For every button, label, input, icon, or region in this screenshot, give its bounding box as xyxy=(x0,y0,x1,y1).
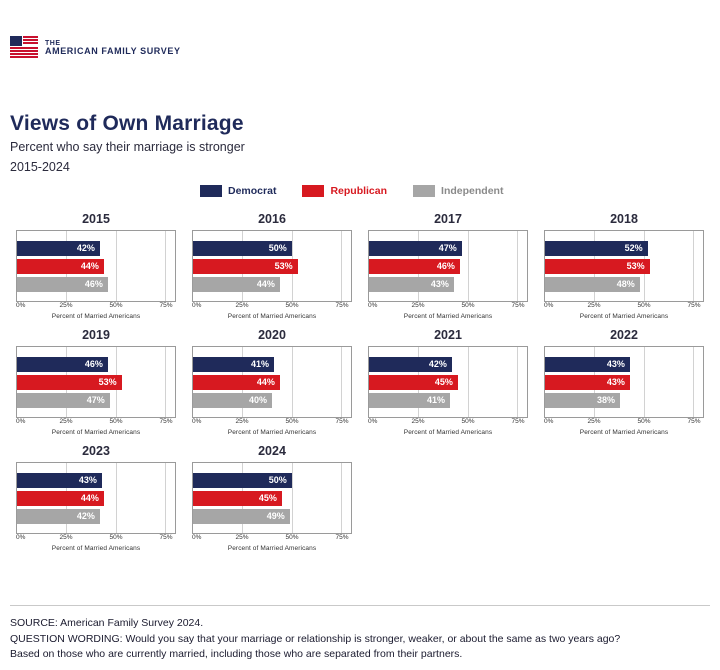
plot-area xyxy=(192,462,352,534)
bar-value-label: 50% xyxy=(268,475,287,485)
panel-title: 2019 xyxy=(82,328,110,342)
axis-tick: 75% xyxy=(335,534,349,541)
legend-item-democrat xyxy=(200,185,276,197)
axis-tick: 50% xyxy=(109,534,123,541)
footer-source: SOURCE: American Family Survey 2024. xyxy=(10,617,204,630)
axis-tick: 0% xyxy=(16,418,26,425)
bar-value-label: 49% xyxy=(266,511,285,521)
bar-independent xyxy=(369,393,450,408)
bar-value-label: 46% xyxy=(84,359,103,369)
plot-area xyxy=(192,346,352,418)
panel-title: 2024 xyxy=(258,444,286,458)
bar-independent xyxy=(17,509,100,524)
axis-tick: 75% xyxy=(159,534,173,541)
axis-tick: 75% xyxy=(511,418,525,425)
x-axis xyxy=(16,418,176,428)
axis-tick: 50% xyxy=(461,418,475,425)
x-axis-label: Percent of Married Americans xyxy=(227,429,317,436)
panel-row xyxy=(8,328,712,444)
bar-democrat xyxy=(369,241,462,256)
axis-tick: 75% xyxy=(335,418,349,425)
footer-notes xyxy=(10,616,710,662)
plot-area xyxy=(192,230,352,302)
axis-tick: 0% xyxy=(192,534,202,541)
bar-value-label: 48% xyxy=(616,279,635,289)
x-axis-label: Percent of Married Americans xyxy=(403,313,493,320)
axis-tick: 25% xyxy=(235,302,249,309)
axis-tick: 0% xyxy=(16,302,26,309)
plot-area xyxy=(368,230,528,302)
bar-independent xyxy=(17,393,110,408)
axis-tick: 75% xyxy=(687,302,701,309)
bar-value-label: 53% xyxy=(274,261,293,271)
chart-panel-2019 xyxy=(8,328,184,436)
bar-republican xyxy=(193,491,282,506)
brand-the: THE xyxy=(45,39,61,47)
panel-title: 2015 xyxy=(82,212,110,226)
plot-area xyxy=(368,346,528,418)
axis-tick: 0% xyxy=(544,302,554,309)
x-axis xyxy=(544,418,704,428)
x-axis-label: Percent of Married Americans xyxy=(51,429,141,436)
axis-tick: 25% xyxy=(411,302,425,309)
bar-group xyxy=(369,347,527,417)
bar-value-label: 43% xyxy=(78,475,97,485)
panel-title: 2023 xyxy=(82,444,110,458)
bar-value-label: 44% xyxy=(80,493,99,503)
panel-title: 2017 xyxy=(434,212,462,226)
bar-value-label: 45% xyxy=(434,377,453,387)
bar-independent xyxy=(193,277,280,292)
plot-area xyxy=(16,230,176,302)
bar-independent xyxy=(545,277,640,292)
bar-democrat xyxy=(17,357,108,372)
plot-area xyxy=(16,462,176,534)
legend-label: Republican xyxy=(330,185,388,197)
axis-tick: 25% xyxy=(59,302,73,309)
bar-group xyxy=(17,231,175,301)
bar-value-label: 42% xyxy=(428,359,447,369)
bar-group xyxy=(17,463,175,533)
x-axis-label: Percent of Married Americans xyxy=(51,313,141,320)
axis-tick: 50% xyxy=(637,418,651,425)
bar-independent xyxy=(545,393,620,408)
legend-label: Independent xyxy=(441,185,504,197)
bar-value-label: 50% xyxy=(268,243,287,253)
bar-value-label: 53% xyxy=(626,261,645,271)
bar-republican xyxy=(545,375,630,390)
bar-value-label: 46% xyxy=(84,279,103,289)
bar-republican xyxy=(193,259,298,274)
bar-value-label: 44% xyxy=(80,261,99,271)
x-axis-label: Percent of Married Americans xyxy=(403,429,493,436)
x-axis-label: Percent of Married Americans xyxy=(227,545,317,552)
axis-tick: 0% xyxy=(16,534,26,541)
bar-democrat xyxy=(193,357,274,372)
x-axis-label: Percent of Married Americans xyxy=(579,313,669,320)
bar-democrat xyxy=(545,357,630,372)
axis-tick: 25% xyxy=(587,302,601,309)
plot-area xyxy=(16,346,176,418)
bar-group xyxy=(369,231,527,301)
panel-row xyxy=(8,444,712,560)
axis-tick: 0% xyxy=(192,418,202,425)
bar-republican xyxy=(17,375,122,390)
bar-republican xyxy=(369,375,458,390)
chart-panel-2015 xyxy=(8,212,184,320)
bar-republican xyxy=(193,375,280,390)
bar-group xyxy=(193,231,351,301)
axis-tick: 75% xyxy=(511,302,525,309)
x-axis xyxy=(192,418,352,428)
bar-republican xyxy=(17,491,104,506)
axis-tick: 0% xyxy=(192,302,202,309)
panel-title: 2022 xyxy=(610,328,638,342)
bar-independent xyxy=(193,509,290,524)
page-title: Views of Own Marriage xyxy=(10,112,244,135)
footer-divider xyxy=(10,605,710,606)
chart-panel-2016 xyxy=(184,212,360,320)
axis-tick: 75% xyxy=(335,302,349,309)
chart-legend xyxy=(200,185,503,197)
bar-value-label: 52% xyxy=(624,243,643,253)
panel-row xyxy=(8,212,712,328)
x-axis xyxy=(368,302,528,312)
bar-value-label: 43% xyxy=(606,377,625,387)
chart-panel-2022 xyxy=(536,328,712,436)
panel-title: 2018 xyxy=(610,212,638,226)
legend-item-republican xyxy=(302,185,387,197)
bar-group xyxy=(193,463,351,533)
chart-panel-2017 xyxy=(360,212,536,320)
bar-value-label: 40% xyxy=(248,395,267,405)
bar-value-label: 43% xyxy=(430,279,449,289)
bar-value-label: 44% xyxy=(256,279,275,289)
bar-value-label: 38% xyxy=(597,395,616,405)
axis-tick: 50% xyxy=(285,534,299,541)
bar-group xyxy=(17,347,175,417)
bar-value-label: 46% xyxy=(436,261,455,271)
chart-panel-2023 xyxy=(8,444,184,552)
panel-title: 2020 xyxy=(258,328,286,342)
bar-republican xyxy=(545,259,650,274)
axis-tick: 25% xyxy=(235,534,249,541)
bar-group xyxy=(545,347,703,417)
axis-tick: 0% xyxy=(368,418,378,425)
axis-tick: 75% xyxy=(159,302,173,309)
brand-text xyxy=(45,40,181,57)
x-axis-label: Percent of Married Americans xyxy=(579,429,669,436)
legend-swatch-democrat xyxy=(200,185,222,197)
axis-tick: 0% xyxy=(544,418,554,425)
x-axis-label: Percent of Married Americans xyxy=(227,313,317,320)
bar-democrat xyxy=(545,241,648,256)
footer-question: QUESTION WORDING: Would you say that your marriage or relationship is stronger, weaker, or about the same as two years ago? xyxy=(10,632,621,645)
bar-value-label: 47% xyxy=(438,243,457,253)
bar-value-label: 41% xyxy=(250,359,269,369)
chart-panel-2024 xyxy=(184,444,360,552)
page-period: 2015-2024 xyxy=(10,160,70,174)
axis-tick: 50% xyxy=(285,418,299,425)
bar-democrat xyxy=(193,473,292,488)
legend-label: Democrat xyxy=(228,185,277,197)
bar-independent xyxy=(17,277,108,292)
x-axis xyxy=(544,302,704,312)
axis-tick: 25% xyxy=(587,418,601,425)
panel-title: 2021 xyxy=(434,328,462,342)
axis-tick: 0% xyxy=(368,302,378,309)
bar-democrat xyxy=(369,357,452,372)
legend-swatch-republican xyxy=(302,185,324,197)
axis-tick: 25% xyxy=(235,418,249,425)
x-axis xyxy=(192,534,352,544)
bar-independent xyxy=(369,277,454,292)
bar-value-label: 53% xyxy=(98,377,117,387)
bar-democrat xyxy=(17,241,100,256)
small-multiples-grid xyxy=(8,212,712,560)
axis-tick: 50% xyxy=(109,302,123,309)
bar-democrat xyxy=(193,241,292,256)
x-axis xyxy=(16,302,176,312)
plot-area xyxy=(544,346,704,418)
chart-panel-2020 xyxy=(184,328,360,436)
bar-value-label: 41% xyxy=(426,395,445,405)
page-subtitle: Percent who say their marriage is stronger xyxy=(10,140,245,154)
brand-logo xyxy=(10,36,181,60)
axis-tick: 75% xyxy=(687,418,701,425)
plot-area xyxy=(544,230,704,302)
bar-group xyxy=(193,347,351,417)
bar-value-label: 44% xyxy=(256,377,275,387)
x-axis xyxy=(368,418,528,428)
us-flag-icon xyxy=(10,36,38,60)
bar-democrat xyxy=(17,473,102,488)
axis-tick: 25% xyxy=(59,534,73,541)
bar-independent xyxy=(193,393,272,408)
bar-republican xyxy=(369,259,460,274)
axis-tick: 50% xyxy=(461,302,475,309)
legend-swatch-independent xyxy=(413,185,435,197)
bar-group xyxy=(545,231,703,301)
x-axis-label: Percent of Married Americans xyxy=(51,545,141,552)
axis-tick: 75% xyxy=(159,418,173,425)
panel-title: 2016 xyxy=(258,212,286,226)
brand-name: AMERICAN FAMILY SURVEY xyxy=(45,45,181,56)
bar-republican xyxy=(17,259,104,274)
bar-value-label: 42% xyxy=(76,243,95,253)
bar-value-label: 47% xyxy=(86,395,105,405)
x-axis xyxy=(192,302,352,312)
bar-value-label: 43% xyxy=(606,359,625,369)
bar-value-label: 42% xyxy=(76,511,95,521)
chart-panel-2021 xyxy=(360,328,536,436)
footer-base: Based on those who are currently married, including those who are separated from their partners. xyxy=(10,647,463,660)
axis-tick: 25% xyxy=(59,418,73,425)
legend-item-independent xyxy=(413,185,503,197)
axis-tick: 25% xyxy=(411,418,425,425)
axis-tick: 50% xyxy=(285,302,299,309)
x-axis xyxy=(16,534,176,544)
axis-tick: 50% xyxy=(109,418,123,425)
bar-value-label: 45% xyxy=(258,493,277,503)
axis-tick: 50% xyxy=(637,302,651,309)
chart-panel-2018 xyxy=(536,212,712,320)
